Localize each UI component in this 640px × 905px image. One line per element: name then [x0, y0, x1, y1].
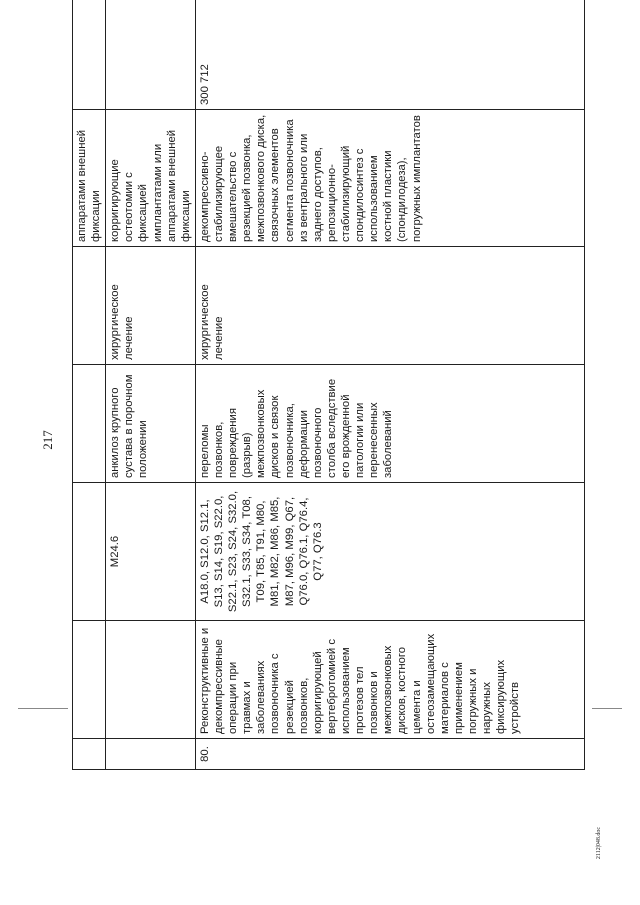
cell-method: корригирующие остеотомии с фиксацией имплантатами или аппаратами внешней фиксации [106, 110, 196, 247]
table-row [73, 0, 106, 770]
cell-cost: 300 712 [195, 0, 584, 110]
page-number-text: 217 [40, 430, 55, 450]
cell-method: декомпрессивно-стабилизирующее вмешательство с резекцией позвонка, межпозвонкового диска, связочных элементов сегмента позвоночника из вентрального или заднего доступов, репозиционно-стабилизирующий спондилосинтез с использованием костной пластики (спондилодеза), погружных имплантатов [195, 110, 584, 247]
cell-treatment [73, 247, 106, 365]
cell-name [73, 621, 106, 739]
cell-treatment: хирургическое лечение [106, 247, 196, 365]
rotated-table-wrapper [72, 40, 602, 770]
procedures-table [72, 0, 585, 770]
footer-text: 2112|048.doc [596, 826, 602, 860]
file-footer [592, 808, 606, 878]
cell-num: 80. [195, 739, 584, 770]
cell-model: анкилоз крупного сустава в порочном положении [106, 365, 196, 483]
cell-model [73, 365, 106, 483]
cell-model: переломы позвонков, повреждения (разрыв) межпозвонковых дисков и связок позвоночника, деформации позвоночного столба вследствие его врожденной патологии или перенесенных заболеваний [195, 365, 584, 483]
cell-name: Реконструктивные и декомпрессивные операции при травмах и заболеваниях позвоночника с резекцией позвонков, корригирующей вертебротомией с использованием протезов тел позвонков и межпозвонковых дисков, костного цемента и остеозамещающих материалов с применением погружных и наружных фиксирующих устройств [195, 621, 584, 739]
cell-codes: A18.0, S12.0, S12.1, S13, S14, S19, S22.0, S22.1, S23, S24, S32.0, S32.1, S33, S34, T08, T09, T85, T91, M80, M81, M82, M86, M85, M87, M96, M99, Q67, Q76.0, Q76.1, Q76.4, Q77, Q76.3 [195, 483, 584, 621]
cut-line-left [18, 708, 68, 709]
cell-num [106, 739, 196, 770]
table-row [106, 0, 196, 770]
cell-codes: M24.6 [106, 483, 196, 621]
cell-cost [73, 0, 106, 110]
cell-method: аппаратами внешней фиксации [73, 110, 106, 247]
cell-treatment: хирургическое лечение [195, 247, 584, 365]
cell-name [106, 621, 196, 739]
cell-codes [73, 483, 106, 621]
table-row [195, 0, 584, 770]
page-number [40, 422, 56, 458]
cell-num [73, 739, 106, 770]
cell-cost [106, 0, 196, 110]
